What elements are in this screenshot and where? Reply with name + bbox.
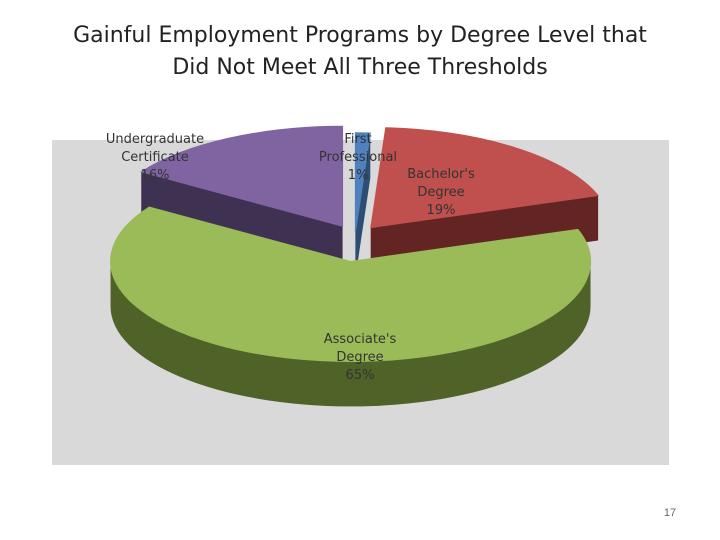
slice-label-line: 16% bbox=[140, 168, 170, 183]
slice-label-line: Degree bbox=[417, 185, 465, 200]
slice-label-line: Certificate bbox=[121, 150, 189, 165]
slice-label-line: First bbox=[344, 132, 372, 147]
page-number: 17 bbox=[663, 507, 677, 519]
slice-label-line: Professional bbox=[318, 150, 398, 165]
slice-label-line: Associate's bbox=[323, 332, 397, 347]
slice-label-line: 65% bbox=[345, 368, 375, 383]
slice-label-line: Bachelor's bbox=[407, 167, 475, 182]
slice-label-line: 1% bbox=[347, 168, 369, 183]
slice-label-line: 19% bbox=[426, 203, 456, 218]
slice-label-line: Undergraduate bbox=[105, 132, 205, 147]
chart-title-line-1: Gainful Employment Programs by Degree Level that bbox=[73, 23, 647, 48]
slice-label-line: Degree bbox=[336, 350, 384, 365]
chart-title-line-2: Did Not Meet All Three Thresholds bbox=[172, 55, 548, 80]
